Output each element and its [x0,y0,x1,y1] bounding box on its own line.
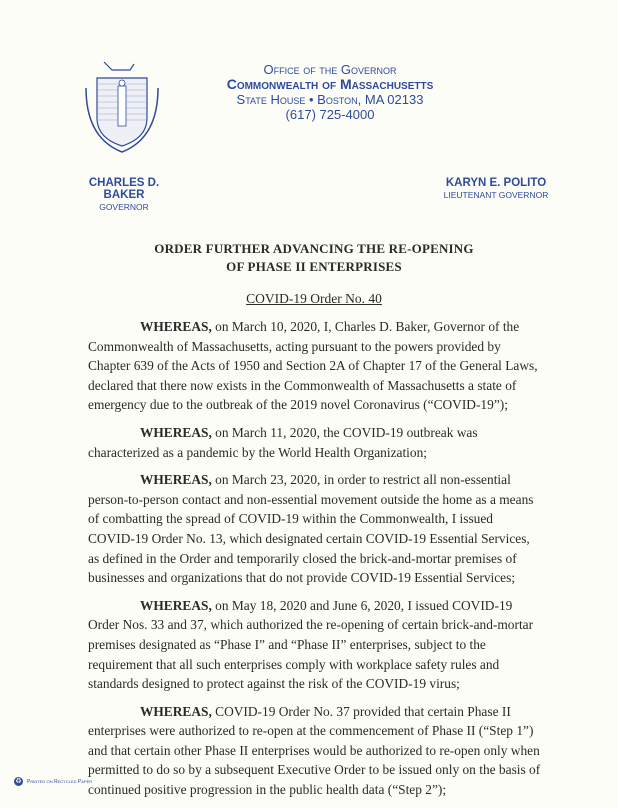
whereas-lead: WHEREAS, [140,424,212,440]
paragraph-text: on March 23, 2020, in order to restrict all non-essential person-to-person contact and non-essential movement outside the home as a means of combatting the spread of COVID-19 within the Commonwealth, I issued COVID-19 Order No. 13, which designated certain COVID-19 Essential Services, as defined in the Order and temporarily closed the brick-and-mortar premises of businesses and organizations that do not provide COVID-19 Essential Services; [88,472,534,586]
paragraph-text: on May 18, 2020 and June 6, 2020, I issued COVID-19 Order Nos. 33 and 37, which authorized the re-opening of certain brick-and-mortar premises designated as “Phase I” and “Phase II” enterprises, subject to the requirement that all such enterprises comply with workplace safety rules and standards designed to protect against the risk of the COVID-19 virus; [88,597,534,692]
paragraph-text: on March 11, 2020, the COVID-19 outbreak was characterized as a pandemic by the World Health Organization; [88,424,478,460]
governor-name: CHARLES D. BAKER [88,177,160,201]
whereas-lead: WHEREAS, [140,597,212,613]
governor-title: GOVERNOR [99,202,149,212]
lt-governor-title: LIEUTENANT GOVERNOR [443,190,549,200]
whereas-lead: WHEREAS, [140,472,212,488]
paragraph-text: COVID-19 Order No. 37 provided that certain Phase II enterprises were authorized to re-open at the commencement of Phase II (“Step 1”) and that certain other Phase II enterprises would be authorized to re-open only when permitted to do so by a subsequent Executive Order to be issued only on the basis of continued positive progression in the public health data (“Step 2”); [88,703,541,798]
order-number: COVID-19 Order No. 40 [246,291,382,306]
letterhead [200,62,460,122]
paragraph [88,470,542,588]
letterhead-address: State House • Boston, MA 02133 [236,92,424,107]
letterhead-office: Office of the Governor [263,62,397,77]
governor-block [74,177,174,213]
paragraph [88,317,542,415]
lt-governor-name: KARYN E. POLITO [445,177,547,189]
paragraph [88,423,542,462]
letterhead-commonwealth: Commonwealth of Massachusetts [226,76,434,92]
whereas-lead: WHEREAS, [140,319,212,334]
recycle-icon: ♻ [15,778,22,785]
paragraph [88,596,542,694]
order-title-line1: ORDER FURTHER ADVANCING THE RE-OPENING [154,241,474,256]
order-title-line2: OF PHASE II ENTERPRISES [226,259,402,274]
paragraph-text: on March 10, 2020, I, Charles D. Baker, Governor of the Commonwealth of Massachusetts, acting pursuant to the powers provided by Chapter 639 of the Acts of 1950 and Section 2A of Chapter 17 of the General Laws, declared that there now exists in the Commonwealth of Massachusetts a state of emergency due to the outbreak of the 2019 novel Coronavirus (“COVID-19”); [88,319,538,413]
lt-governor-block [434,177,558,201]
order-title [88,240,540,276]
whereas-lead: WHEREAS, [140,703,212,719]
recycled-paper-footer [14,777,92,786]
massachusetts-seal-logo [82,58,162,158]
order-body [88,317,542,808]
paragraph [88,702,542,800]
footer-text: Printed on Recycled Paper [27,778,93,785]
letterhead-phone: (617) 725-4000 [285,107,375,122]
